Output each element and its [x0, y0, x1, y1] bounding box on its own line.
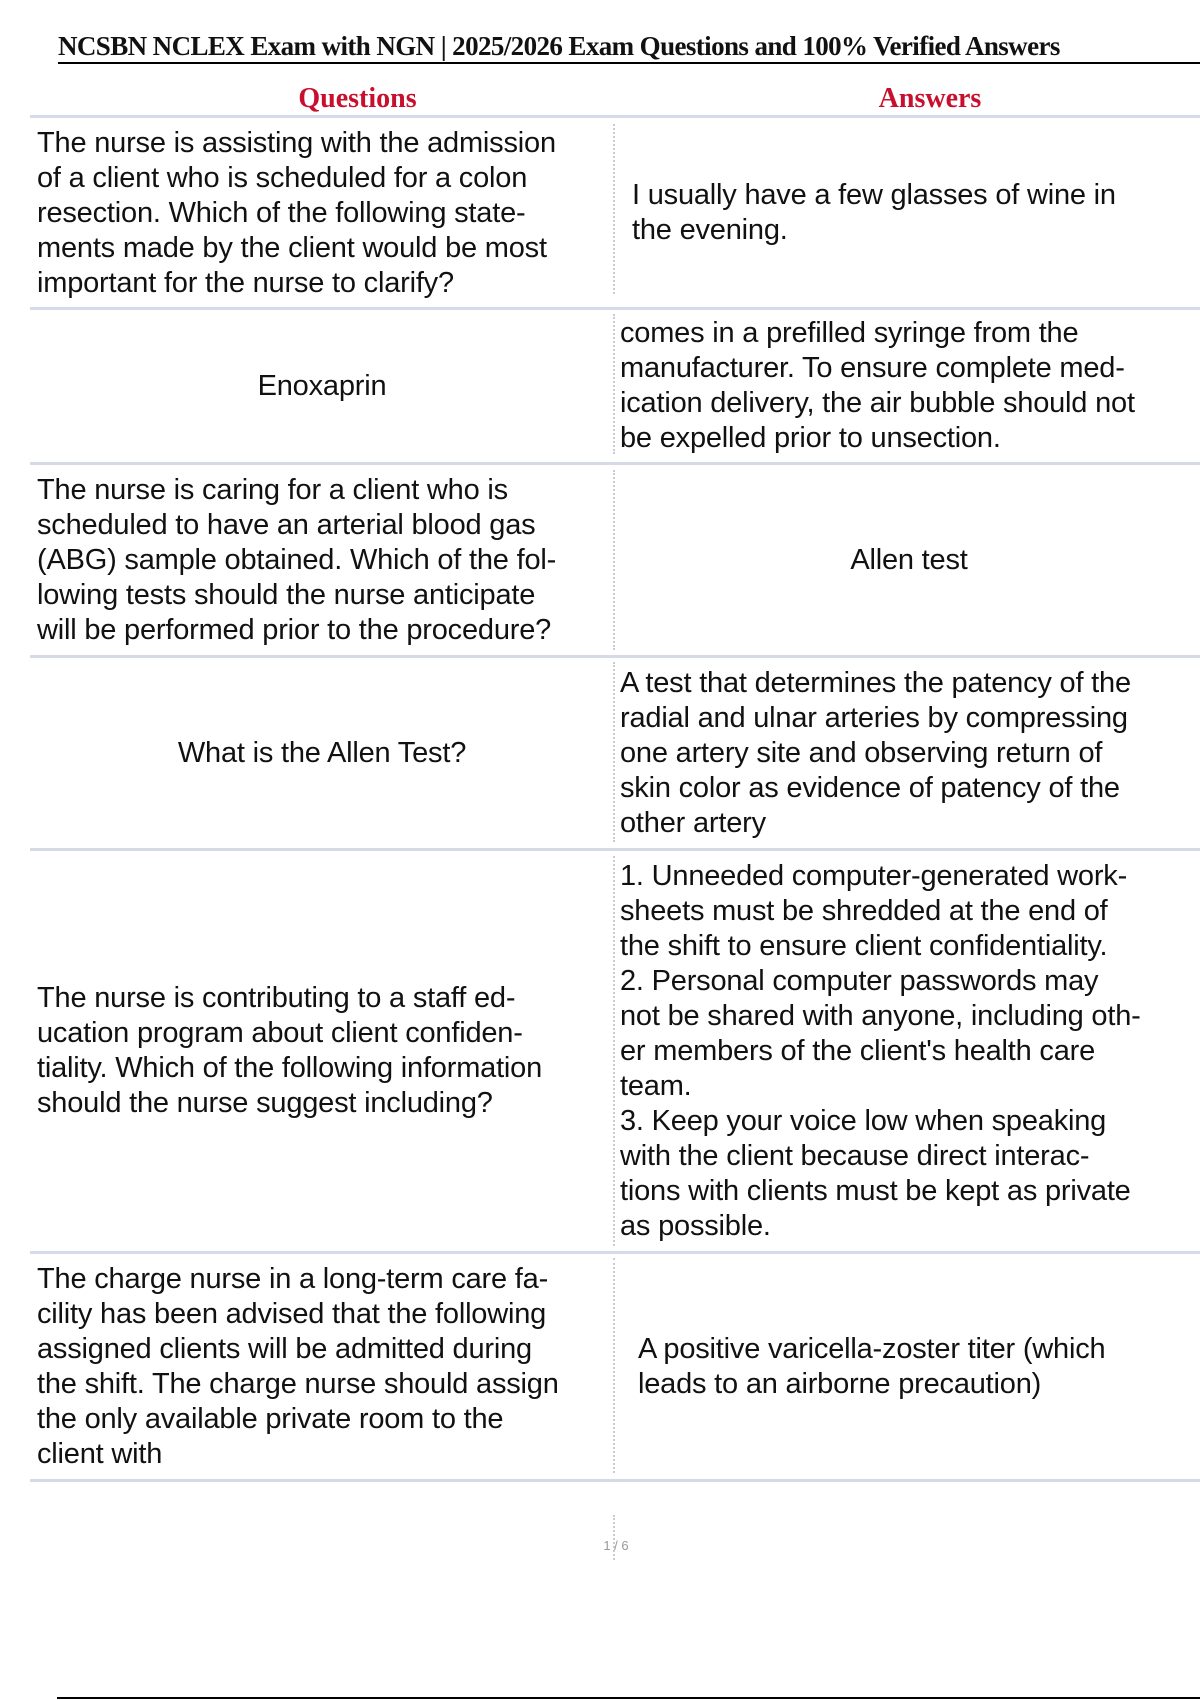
table-row-4-answer: A test that determines the patency of the radial and ulnar arteries by compressing one artery site and observing return of skin color as evidence of patency of the other artery — [620, 666, 1131, 839]
table-rule — [30, 1479, 1200, 1482]
table-row-1-question: The nurse is assisting with the admission of a client who is scheduled for a colon resection. Which of the following state- ments made by the client would be most important for the nurse to clarify? — [37, 126, 556, 299]
answers-column-header: Answers — [878, 83, 982, 114]
table-row-4-question: What is the Allen Test? — [177, 736, 467, 769]
table-row-6-question: The charge nurse in a long-term care fa- cility has been advised that the following assigned clients will be admitted during the shift. The charge nurse should assign the only available private room to the client with — [37, 1262, 559, 1470]
column-divider — [613, 1258, 615, 1473]
page-number: 1 / 6 — [603, 1538, 629, 1553]
table-row-1-answer: I usually have a few glasses of wine in the evening. — [632, 179, 1116, 246]
questions-column-header: Questions — [298, 83, 417, 114]
title-underline — [58, 62, 1200, 64]
column-divider — [613, 662, 615, 842]
table-row-2-answer: comes in a prefilled syringe from the manufacturer. To ensure complete med- ication delivery, the air bubble should not be expelled prior to unsection. — [620, 317, 1135, 454]
column-divider — [613, 124, 615, 294]
table-row-6-answer: A positive varicella-zoster titer (which leads to an airborne precaution) — [638, 1332, 1106, 1400]
table-row-3-answer: Allen test — [850, 543, 968, 576]
table-row-5-question: The nurse is contributing to a staff ed- ucation program about client confiden- tiality. Which of the following information should the nurse suggest including? — [37, 982, 543, 1119]
document-title: NCSBN NCLEX Exam with NGN | 2025/2026 Exam Questions and 100% Verified Answers — [58, 31, 1060, 61]
table-row-5-answer: 1. Unneeded computer-generated work- sheets must be shredded at the end of the shift to ensure client confidentiality. 2. Personal computer passwords may not be shared with anyone, including oth- er members of the client's health care team. 3. Keep your voice low when speaking with the client because direct interac- tions with clients must be kept as private as possible. — [620, 859, 1141, 1242]
column-divider — [613, 470, 615, 650]
column-divider — [613, 314, 615, 454]
footer-rule — [57, 1697, 1200, 1699]
table-row-3-question: The nurse is caring for a client who is scheduled to have an arterial blood gas (ABG) sample obtained. Which of the fol- lowing tests should the nurse anticipate will be performed prior to the procedure? — [37, 473, 557, 646]
table-row-2-question: Enoxaprin — [257, 369, 387, 402]
column-divider — [613, 856, 615, 1246]
